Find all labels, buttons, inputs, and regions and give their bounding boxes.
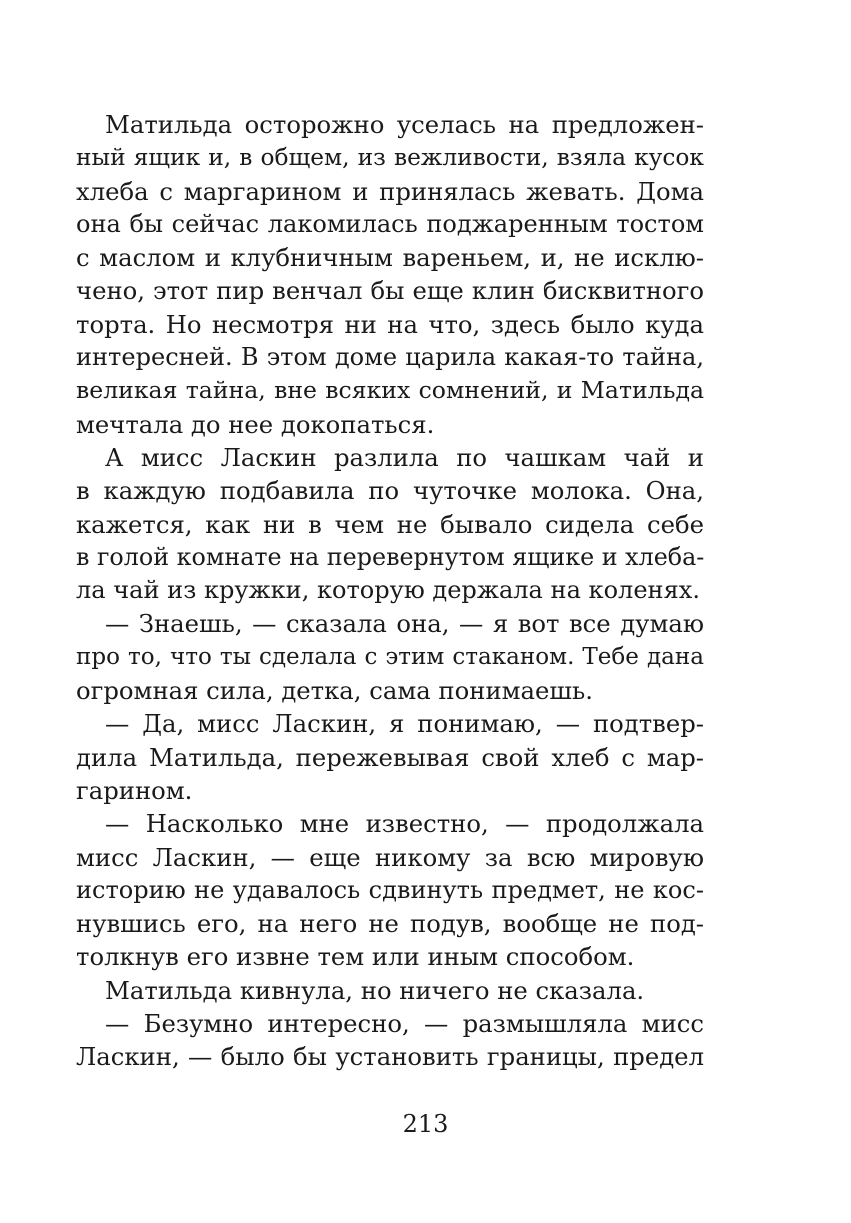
text-line: ла чай из кружки, которую держала на коленях. xyxy=(76,576,700,605)
text-line: дила Матильда, пережевывая свой хлеб с мар- xyxy=(76,742,704,772)
text-line: с маслом и клубничным вареньем, и, не исклю- xyxy=(76,243,704,273)
text-line: интересней. В этом доме царила какая-то тайна, xyxy=(76,343,704,372)
text-line: кажется, как ни в чем не бывало сидела себе xyxy=(76,509,704,539)
text-line: мечтала до нее докопаться. xyxy=(76,409,435,439)
text-line: великая тайна, вне всяких сомнений, и Матильда xyxy=(76,376,704,405)
text-line: ный ящик и, в общем, из вежливости, взяла кусок xyxy=(76,144,704,172)
text-line: — Безумно интересно, — размышляла мисс xyxy=(105,1009,704,1039)
page-number: 213 xyxy=(402,1110,449,1138)
text-line: хлеба с маргарином и принялась жевать. Дома xyxy=(76,176,704,206)
text-line: Ласкин, — было бы установить границы, предел xyxy=(76,1042,704,1072)
text-line: — Знаешь, — сказала она, — я вот все думаю xyxy=(105,609,704,639)
page-body xyxy=(76,108,704,1074)
text-line: гарином. xyxy=(76,775,193,805)
text-line: она бы сейчас лакомилась поджаренным тостом xyxy=(76,209,704,238)
text-line: про то, что ты сделала с этим стаканом. Тебе дана xyxy=(76,643,704,670)
text-line: торта. Но несмотря ни на что, здесь было куда xyxy=(76,309,704,339)
text-line: Матильда осторожно уселась на предложен- xyxy=(105,110,704,139)
text-line: огромная сила, детка, сама понимаешь. xyxy=(76,676,593,706)
text-line: Матильда кивнула, но ничего не сказала. xyxy=(105,975,645,1005)
text-line: А мисс Ласкин разлила по чашкам чай и xyxy=(105,442,704,472)
text-line: мисс Ласкин, — еще никому за всю мировую xyxy=(76,842,704,872)
text-line: толкнув его извне тем или иным способом. xyxy=(76,942,635,972)
text-line: — Да, мисс Ласкин, я понимаю, — подтвер- xyxy=(105,709,704,739)
text-line: историю не удавалось сдвинуть предмет, не кос- xyxy=(76,875,704,904)
text-line: в каждую подбавила по чуточке молока. Она, xyxy=(76,476,704,506)
text-line: нувшись его, на него не подув, вообще не под- xyxy=(76,909,704,939)
text-line: чено, этот пир венчал бы еще клин бисквитного xyxy=(76,276,704,306)
text-line: в голой комнате на перевернутом ящике и хлеба- xyxy=(76,542,705,571)
text-line: — Насколько мне известно, — продолжала xyxy=(105,809,704,839)
